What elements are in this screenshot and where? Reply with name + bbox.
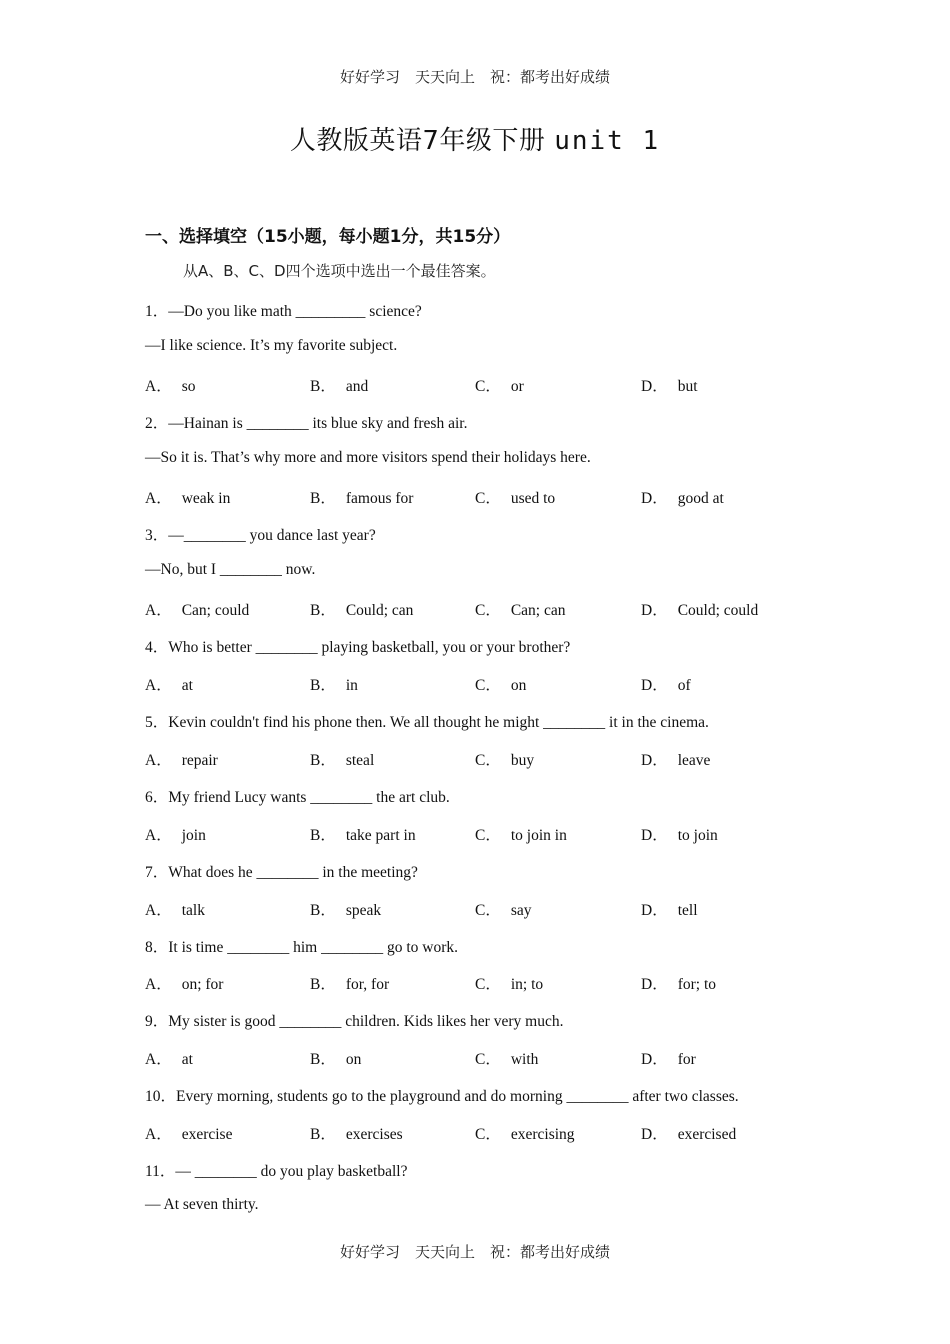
question-2-reply: —So it is. That’s why more and more visitors spend their holidays here.	[145, 449, 591, 466]
option-a: A． at	[145, 1051, 193, 1068]
option-c: C． on	[475, 677, 527, 694]
option-d: D． exercised	[641, 1126, 737, 1143]
option-d: D． of	[641, 677, 691, 694]
option-c: C． with	[475, 1051, 539, 1068]
question-3-stem: 3．—________ you dance last year?	[145, 527, 376, 544]
page-title	[0, 120, 950, 157]
option-c: C． to join in	[475, 827, 567, 844]
question-3-reply: —No, but I ________ now.	[145, 561, 316, 578]
question-7-stem: 7．What does he ________ in the meeting?	[145, 864, 418, 881]
option-a: A． repair	[145, 752, 218, 769]
option-d: D． tell	[641, 902, 698, 919]
question-9-options	[145, 1047, 825, 1069]
option-a: A． at	[145, 677, 193, 694]
option-b: B． steal	[310, 752, 375, 769]
option-a: A． so	[145, 378, 196, 395]
option-a: A． on; for	[145, 976, 224, 993]
title-chinese: 人教版英语7年级下册	[289, 126, 546, 156]
option-d: D． good at	[641, 490, 724, 507]
page-header: 好好学习 天天向上 祝：都考出好成绩	[339, 68, 610, 86]
question-1-reply: —I like science. It’s my favorite subject.	[145, 337, 398, 354]
option-b: B． on	[310, 1051, 362, 1068]
question-2-options	[145, 486, 825, 508]
option-b: B． and	[310, 378, 369, 395]
option-b: B． take part in	[310, 827, 416, 844]
question-5-options	[145, 748, 825, 770]
option-b: B． speak	[310, 902, 382, 919]
question-4-stem: 4．Who is better ________ playing basketball, you or your brother?	[145, 639, 571, 656]
option-d: D． for	[641, 1051, 696, 1068]
question-1-stem: 1．—Do you like math _________ science?	[145, 303, 422, 320]
option-d: D． to join	[641, 827, 718, 844]
question-4-options	[145, 673, 825, 695]
question-7-options	[145, 898, 825, 920]
page-footer: 好好学习 天天向上 祝：都考出好成绩	[339, 1243, 610, 1261]
question-6-stem: 6．My friend Lucy wants ________ the art club.	[145, 789, 450, 806]
question-11-reply: — At seven thirty.	[145, 1196, 259, 1213]
option-d: D． Could; could	[641, 602, 759, 619]
question-11-stem: 11．— ________ do you play basketball?	[145, 1163, 408, 1180]
option-b: B． for, for	[310, 976, 390, 993]
title-unit: unit 1	[554, 126, 661, 156]
option-c: C． exercising	[475, 1126, 575, 1143]
option-c: C． buy	[475, 752, 535, 769]
option-a: A． talk	[145, 902, 205, 919]
option-d: D． but	[641, 378, 698, 395]
option-c: C． say	[475, 902, 532, 919]
option-b: B． Could; can	[310, 602, 414, 619]
section-instruction: 从A、B、C、D四个选项中选出一个最佳答案。	[183, 262, 496, 280]
question-8-options	[145, 972, 825, 994]
question-2-stem: 2．—Hainan is ________ its blue sky and fresh air.	[145, 415, 468, 432]
option-b: B． famous for	[310, 490, 414, 507]
question-1-options	[145, 374, 825, 396]
option-a: A． weak in	[145, 490, 231, 507]
question-10-options	[145, 1122, 825, 1144]
option-a: A． join	[145, 827, 206, 844]
question-3-options	[145, 598, 825, 620]
option-c: C． used to	[475, 490, 556, 507]
option-d: D． for; to	[641, 976, 717, 993]
option-b: B． in	[310, 677, 358, 694]
question-5-stem: 5．Kevin couldn't find his phone then. We all thought he might ________ it in the cinema.	[145, 714, 709, 731]
option-a: A． Can; could	[145, 602, 250, 619]
question-10-stem: 10．Every morning, students go to the playground and do morning ________ after two classes.	[145, 1088, 739, 1105]
option-d: D． leave	[641, 752, 711, 769]
question-6-options	[145, 823, 825, 845]
option-c: C． or	[475, 378, 524, 395]
section-heading: 一、选择填空（15小题，每小题1分，共15分）	[145, 227, 511, 247]
option-c: C． in; to	[475, 976, 544, 993]
option-c: C． Can; can	[475, 602, 566, 619]
option-a: A． exercise	[145, 1126, 233, 1143]
question-9-stem: 9．My sister is good ________ children. Kids likes her very much.	[145, 1013, 564, 1030]
option-b: B． exercises	[310, 1126, 403, 1143]
question-8-stem: 8．It is time ________ him ________ go to work.	[145, 939, 459, 956]
